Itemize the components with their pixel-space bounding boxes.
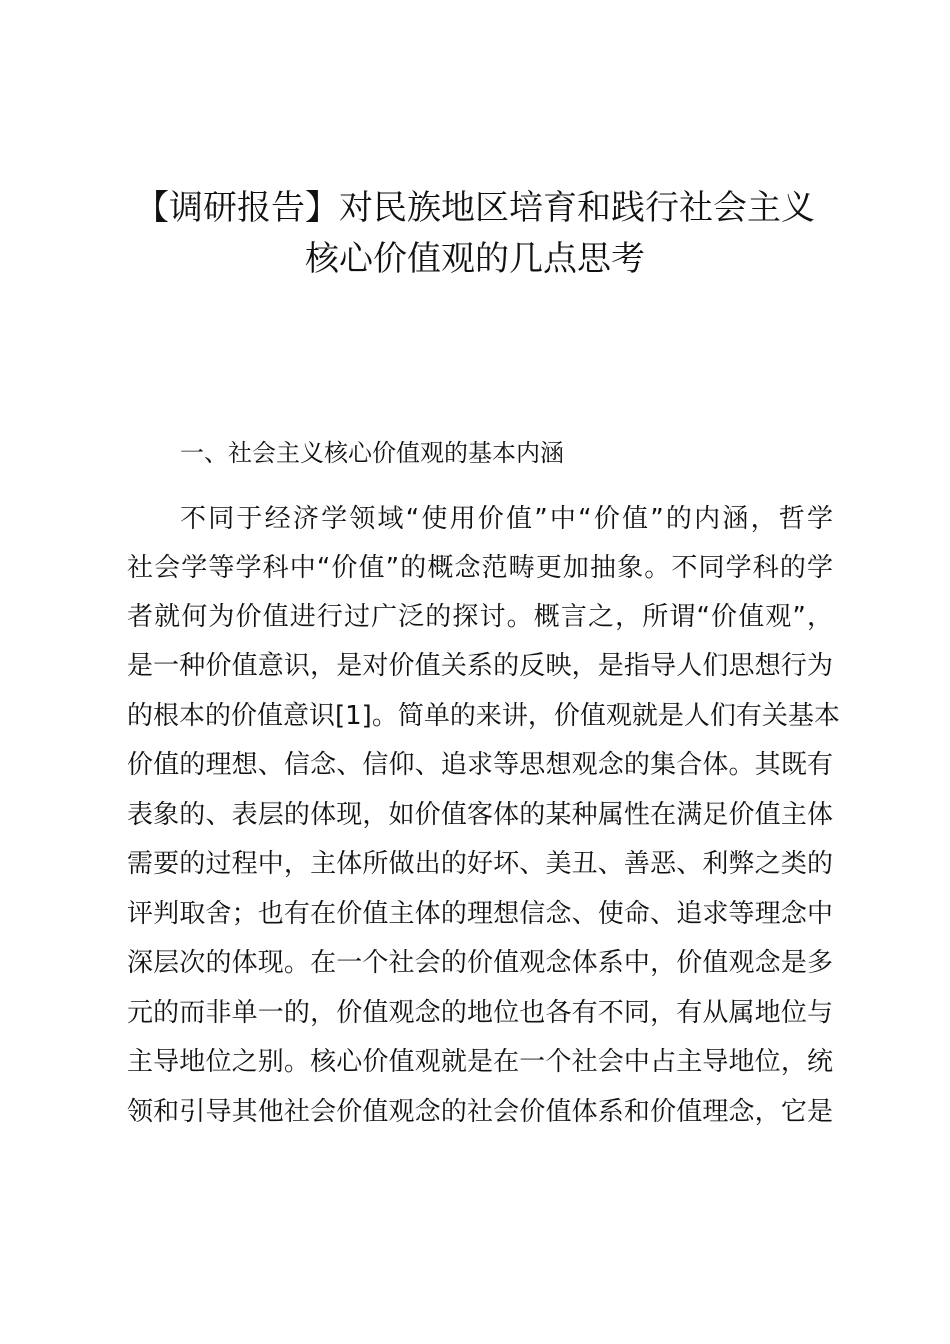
paragraph-line: 者就何为价值进行过广泛的探讨。概言之，所谓“价值观”，	[127, 602, 833, 632]
paragraph-line: 的根本的价值意识[1]。简单的来讲，价值观就是人们有关基本	[127, 701, 840, 731]
paragraph-line: 评判取舍；也有在价值主体的理想信念、使命、追求等理念中	[127, 899, 833, 929]
paragraph-line: 是一种价值意识，是对价值关系的反映，是指导人们思想行为	[127, 651, 833, 681]
paragraph-line: 主导地位之别。核心价值观就是在一个社会中占主导地位，统	[127, 1047, 833, 1077]
paragraph-line: 元的而非单一的，价值观念的地位也各有不同，有从属地位与	[127, 998, 833, 1028]
document-title-line-2: 核心价值观的几点思考	[305, 239, 645, 279]
paragraph-line: 需要的过程中，主体所做出的好坏、美丑、善恶、利弊之类的	[127, 849, 833, 879]
paragraph-line: 领和引导其他社会价值观念的社会价值体系和价值理念，它是	[127, 1097, 833, 1127]
paragraph-line: 社会学等学科中“价值”的概念范畴更加抽象。不同学科的学	[127, 553, 833, 583]
paragraph-line: 表象的、表层的体现，如价值客体的某种属性在满足价值主体	[127, 800, 833, 830]
paragraph-line: 价值的理想、信念、信仰、追求等思想观念的集合体。其既有	[127, 750, 833, 780]
section-heading: 一、社会主义核心价值观的基本内涵	[180, 439, 564, 467]
paragraph-line: 深层次的体现。在一个社会的价值观念体系中，价值观念是多	[127, 948, 833, 978]
paragraph-line: 不同于经济学领域“使用价值”中“价值”的内涵，哲学	[180, 504, 833, 534]
document-title-line-1: 【调研报告】对民族地区培育和践行社会主义	[135, 188, 815, 228]
